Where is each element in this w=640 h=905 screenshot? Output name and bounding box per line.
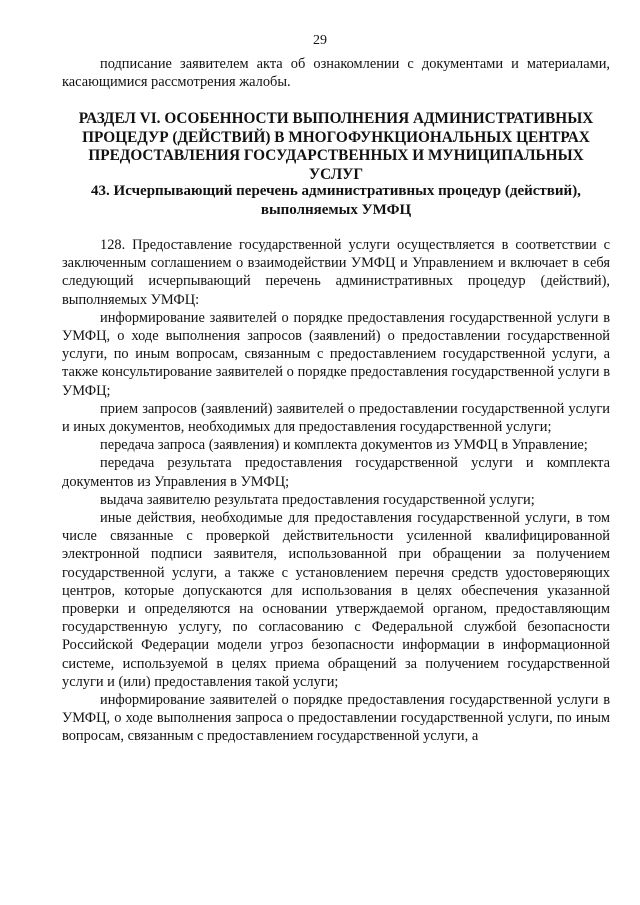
- list-item-receiving-requests: прием запросов (заявлений) заявителей о предоставлении государственной услуги и иных документов, необходимых для предоставления государственной услуги;: [62, 400, 610, 436]
- intro-paragraph: подписание заявителем акта об ознакомлении с документами и материалами, касающимися рассмотрения жалобы.: [62, 56, 610, 91]
- page-number: 29: [313, 33, 327, 48]
- list-item-transfer-to-department: передача запроса (заявления) и комплекта документов из УМФЦ в Управление;: [100, 437, 588, 454]
- intro-text-block: [62, 55, 610, 91]
- list-item-issuing-result: выдача заявителю результата предоставления государственной услуги;: [100, 491, 535, 508]
- list-item-informing-progress: информирование заявителей о порядке предоставления государственной услуги в УМФЦ, о ходе выполнения запроса о предоставлении государственной услуги, по иным вопросам, связанным с предоставлением государственной услуги, а: [62, 692, 610, 745]
- paragraph-128: 128. Предоставление государственной услуги осуществляется в соответствии с заключенным соглашением о взаимодействии УМФЦ и Управлением и включает в себя следующий исчерпывающий перечень административных процедур (действий), выполняемых УМФЦ:: [62, 237, 610, 308]
- list-item-informing: информирование заявителей о порядке предоставления государственной услуги в УМФЦ, о ходе выполнения запросов (заявлений) о предоставлении государственной услуги, по иным вопросам, связанным с предоставлением государственной услуги, а также консультирование заявителей о порядке предоставления государственной услуги в УМФЦ;: [62, 309, 610, 399]
- list-item-transfer-result: передача результата предоставления государственной услуги и комплекта документов из Управления в УМФЦ;: [62, 455, 610, 490]
- list-item-other-actions: иные действия, необходимые для предоставления государственной услуги, в том числе связанные с проверкой действительности усиленной квалифицированной электронной подписи заявителя, использованной при обращении за получением государственной услуги, а также с установлением перечня средств удостоверяющих центров, которые допускаются для использования в целях обеспечения указанной проверки и определяются на основании утверждаемой органом, предоставляющим государственную услугу, по согласованию с Федеральной службой безопасности Российской Федерации модели угроз безопасности информации в информационной системе, используемой в целях приема обращений за получением государственной услуги и (или) предоставления такой услуги;: [62, 510, 610, 690]
- section-title: РАЗДЕЛ VI. ОСОБЕННОСТИ ВЫПОЛНЕНИЯ АДМИНИСТРАТИВНЫХ ПРОЦЕДУР (ДЕЙСТВИЙ) В МНОГОФУНКЦИОНАЛЬНЫХ ЦЕНТРАХ ПРЕДОСТАВЛЕНИЯ ГОСУДАРСТВЕННЫХ И МУНИЦИПАЛЬНЫХ УСЛУГ: [78, 110, 594, 183]
- main-text-block: [62, 236, 610, 746]
- subsection-title: 43. Исчерпывающий перечень административных процедур (действий), выполняемых УМФЦ: [91, 183, 581, 218]
